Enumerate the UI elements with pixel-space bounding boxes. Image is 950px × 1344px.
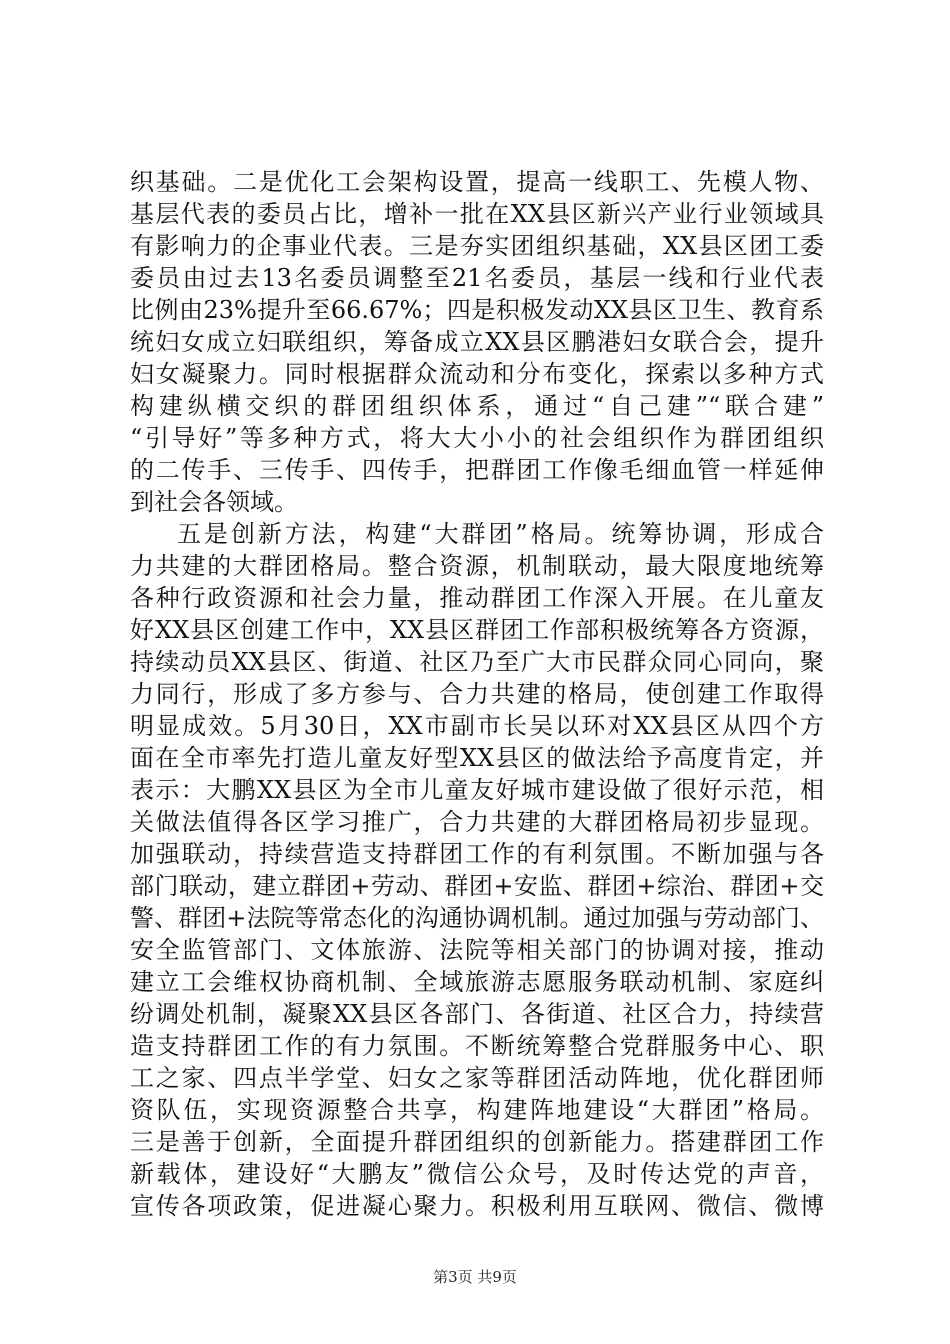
text-line: 妇女凝聚力。同时根据群众流动和分布变化，探索以多种方式 [130,360,824,388]
text-line: 统妇女成立妇联组织，筹备成立XX县区鹏港妇女联合会，提升 [130,328,824,356]
text-line: 造支持群团工作的有力氛围。不断统筹整合党群服务中心、职 [130,1032,824,1060]
text-line: “引导好”等多种方式，将大大小小的社会组织作为群团组织 [130,424,824,452]
text-line: 警、群团+法院等常态化的沟通协调机制。通过加强与劳动部门、 [130,904,824,932]
text-line: 委员由过去13名委员调整至21名委员，基层一线和行业代表 [130,264,824,292]
text-line: 三是善于创新，全面提升群团组织的创新能力。搭建群团工作 [130,1128,824,1156]
body-text [130,166,824,1222]
text-line: 基层代表的委员占比，增补一批在XX县区新兴产业行业领域具 [130,200,824,228]
text-line: 宣传各项政策，促进凝心聚力。积极利用互联网、微信、微博 [130,1192,824,1220]
text-line: 面在全市率先打造儿童友好型XX县区的做法给予高度肯定，并 [130,744,824,772]
text-line: 各种行政资源和社会力量，推动群团工作深入开展。在儿童友 [130,584,824,612]
text-line: 部门联动，建立群团+劳动、群团+安监、群团+综治、群团+交 [130,872,824,900]
text-line: 织基础。二是优化工会架构设置，提高一线职工、先模人物、 [130,168,824,196]
text-line: 新载体，建设好“大鹏友”微信公众号，及时传达党的声音， [130,1160,824,1188]
text-line: 工之家、四点半学堂、妇女之家等群团活动阵地，优化群团师 [130,1064,824,1092]
text-line: 加强联动，持续营造支持群团工作的有利氛围。不断加强与各 [130,840,824,868]
text-line: 的二传手、三传手、四传手，把群团工作像毛细血管一样延伸 [130,456,824,484]
text-line: 资队伍，实现资源整合共享，构建阵地建设“大群团”格局。 [130,1096,824,1124]
text-line: 比例由23%提升至66.67%；四是积极发动XX县区卫生、教育系 [130,296,824,324]
text-line: 有影响力的企事业代表。三是夯实团组织基础，XX县区团工委 [130,232,824,260]
text-line: 纷调处机制，凝聚XX县区各部门、各街道、社区合力，持续营 [130,1000,824,1028]
text-line: 构建纵横交织的群团组织体系，通过“自己建”“联合建” [130,392,824,420]
text-line: 到社会各领域。 [130,488,298,516]
text-line: 建立工会维权协商机制、全域旅游志愿服务联动机制、家庭纠 [130,968,824,996]
page-number-footer: 第3页 共9页 [433,1268,517,1286]
text-line: 关做法值得各区学习推广，合力共建的大群团格局初步显现。 [130,808,824,836]
text-line: 力同行，形成了多方参与、合力共建的格局，使创建工作取得 [130,680,824,708]
text-line: 表示：大鹏XX县区为全市儿童友好城市建设做了很好示范，相 [130,776,824,804]
text-line: 安全监管部门、文体旅游、法院等相关部门的协调对接，推动 [130,936,824,964]
paragraph-start-line: 五是创新方法，构建“大群团”格局。统筹协调，形成合 [177,520,824,548]
text-line: 力共建的大群团格局。整合资源，机制联动，最大限度地统筹 [130,552,824,580]
text-line: 明显成效。5月30日，XX市副市长吴以环对XX县区从四个方 [130,712,824,740]
text-line: 好XX县区创建工作中，XX县区群团工作部积极统筹各方资源， [130,616,824,644]
text-line: 持续动员XX县区、街道、社区乃至广大市民群众同心同向，聚 [130,648,824,676]
